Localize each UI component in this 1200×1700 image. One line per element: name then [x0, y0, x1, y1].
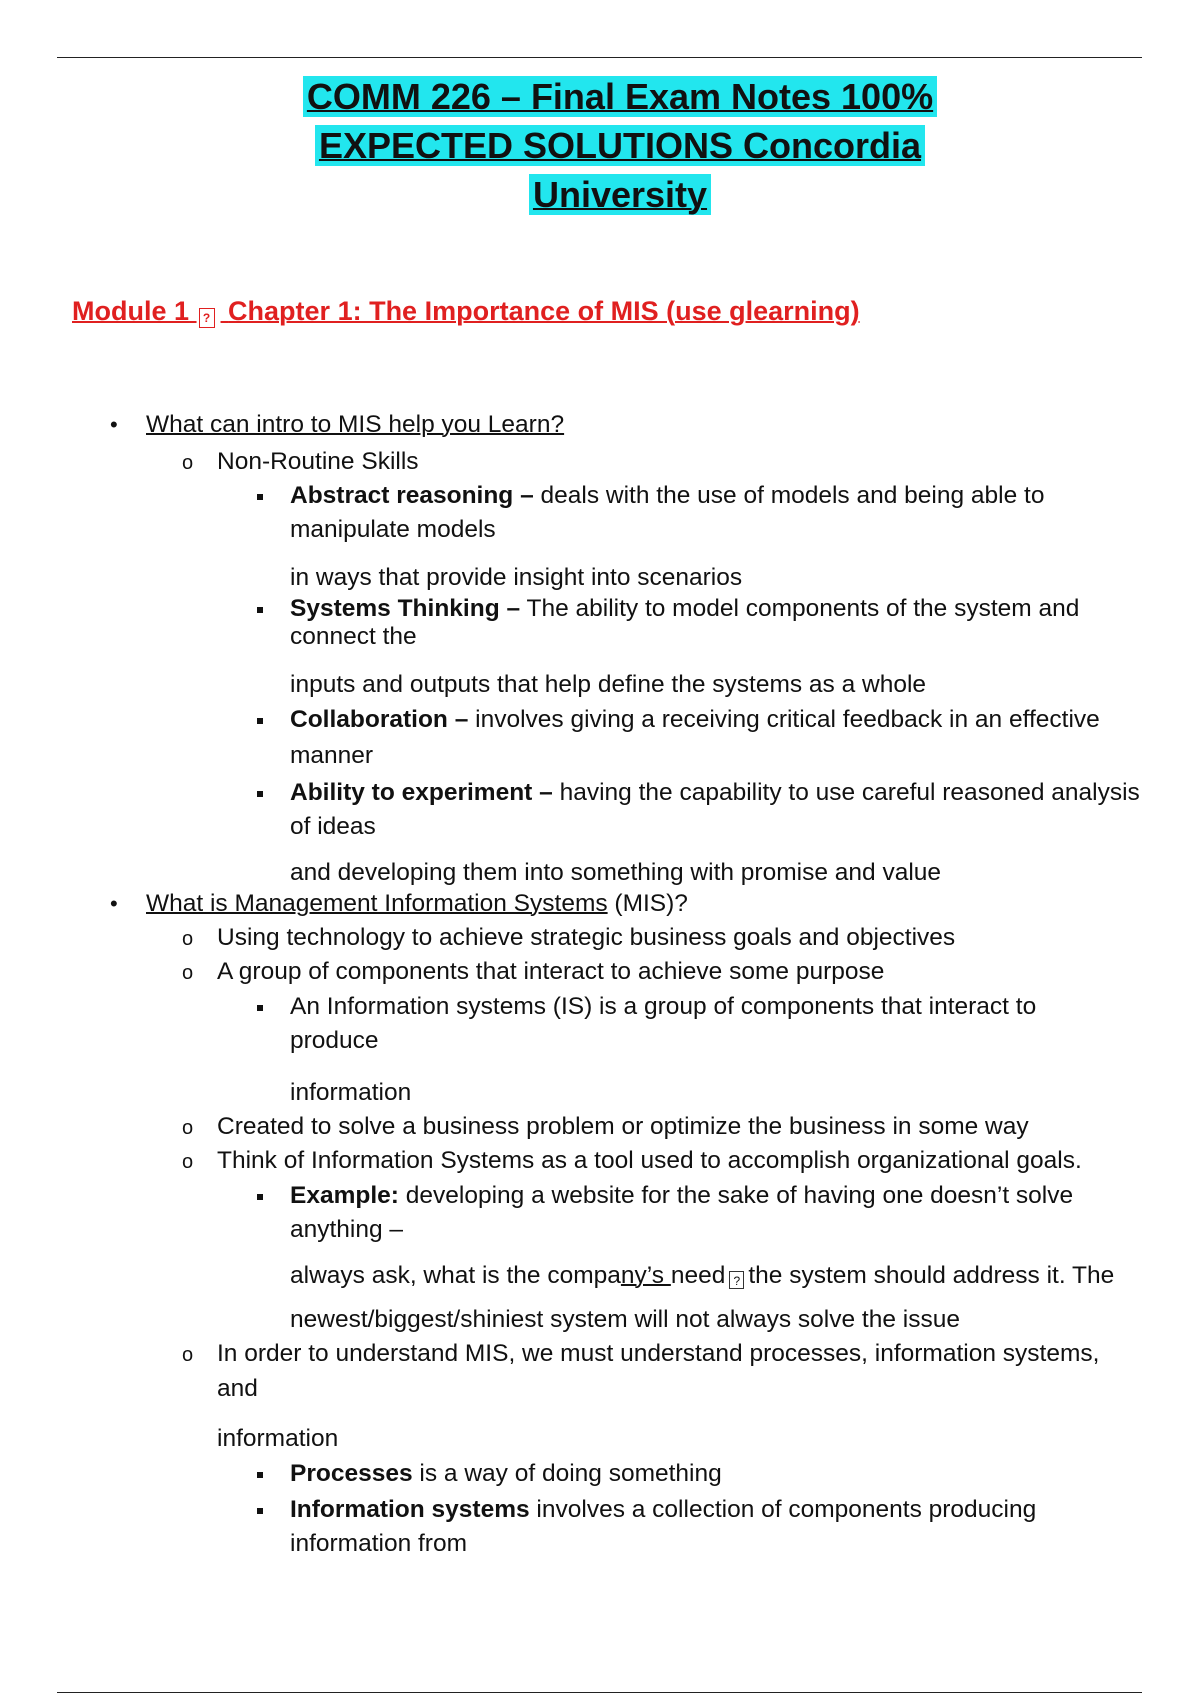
text-continuation: connect the: [290, 623, 417, 650]
bottom-rule: [57, 1692, 1142, 1693]
text-continuation: and: [217, 1375, 258, 1402]
text-continuation: produce: [290, 1027, 379, 1054]
module-heading: [72, 296, 860, 328]
module-heading-part1: Module 1: [72, 296, 190, 326]
list-item-is-definition: An Information systems (IS) is a group of components that interact to: [290, 991, 1036, 1023]
top-rule: [57, 57, 1142, 58]
missing-glyph-icon: ?: [729, 1271, 744, 1289]
list-item-example: Example: developing a website for the sake of having one doesn’t solve: [290, 1180, 1073, 1212]
title-line-2: EXPECTED SOLUTIONS Concordia: [315, 125, 925, 166]
list-item-group-components: o A group of components that interact to achieve some purpose: [217, 956, 884, 988]
list-item-in-order: o In order to understand MIS, we must understand processes, information systems,: [217, 1338, 1099, 1370]
text-continuation: newest/biggest/shiniest system will not always solve the issue: [290, 1306, 960, 1333]
list-item-systems-thinking: Systems Thinking – The ability to model components of the system and: [290, 593, 1079, 625]
text-continuation: of ideas: [290, 813, 376, 840]
text-continuation: manner: [290, 742, 374, 769]
title-line-1: COMM 226 – Final Exam Notes 100%: [303, 76, 937, 117]
list-item-q2: • What is Management Information Systems (MIS)?: [146, 888, 688, 920]
list-item-q1: • What can intro to MIS help you Learn?: [146, 409, 564, 441]
page-title: [0, 72, 1200, 219]
text-continuation: inputs and outputs that help define the systems as a whole: [290, 671, 927, 698]
list-item-abstract-reasoning: Abstract reasoning – deals with the use of models and being able to: [290, 480, 1044, 512]
title-line-3: University: [529, 174, 711, 215]
list-item-created-to-solve: o Created to solve a business problem or optimize the business in some way: [217, 1111, 1029, 1143]
list-item-collaboration: Collaboration – involves giving a receiving critical feedback in an effective: [290, 704, 1100, 736]
text-continuation: always ask, what is the company’s need ? the system should address it. The: [290, 1262, 1115, 1289]
text-continuation: in ways that provide insight into scenarios: [290, 564, 743, 591]
module-heading-part2: Chapter 1: The Importance of MIS (use glearning): [228, 296, 860, 326]
text-continuation: and developing them into something with promise and value: [290, 859, 942, 886]
list-item-think-of: o Think of Information Systems as a tool used to accomplish organizational goals.: [217, 1145, 1082, 1177]
list-item-using-technology: o Using technology to achieve strategic business goals and objectives: [217, 922, 955, 954]
list-item-ability-to-experiment: Ability to experiment – having the capability to use careful reasoned analysis: [290, 777, 1140, 809]
text-continuation: information: [217, 1425, 339, 1452]
text-continuation: manipulate models: [290, 516, 496, 543]
text-continuation: information from: [290, 1530, 468, 1557]
text-continuation: anything –: [290, 1216, 404, 1243]
text-continuation: information: [290, 1079, 412, 1106]
list-item-information-systems: Information systems involves a collection of components producing: [290, 1494, 1036, 1526]
list-item-nonroutine: o Non-Routine Skills: [217, 446, 419, 478]
missing-glyph-icon: ?: [199, 308, 215, 328]
list-item-processes: Processes is a way of doing something: [290, 1458, 722, 1490]
